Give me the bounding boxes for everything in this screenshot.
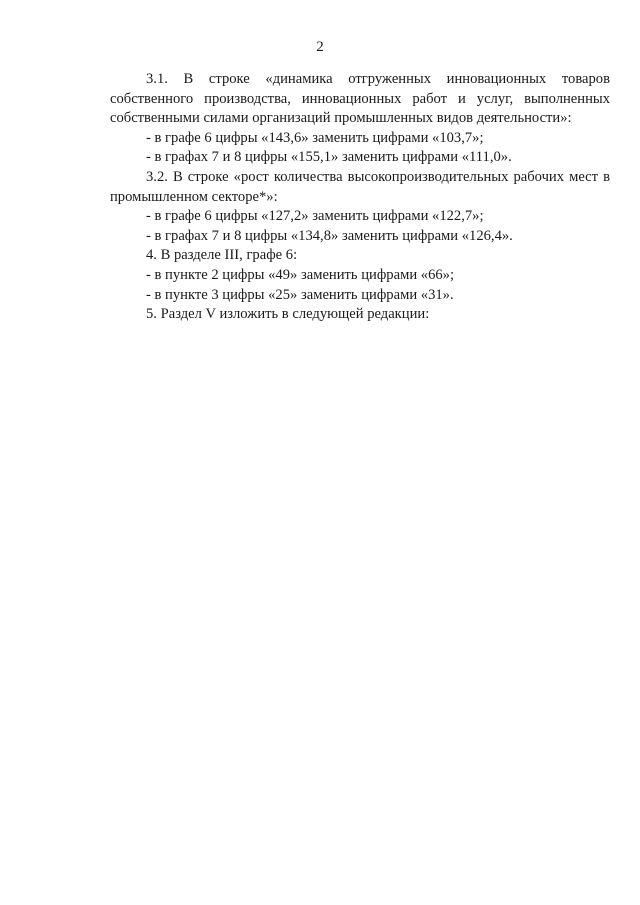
- paragraph-3-1: 3.1. В строке «динамика отгруженных инновационных товаров собственного производства, инновационных работ и услуг, выполненных собственными силами организаций промышленных видов деятельности»:: [110, 71, 610, 127]
- paragraph-4: 4. В разделе III, графе 6:: [146, 247, 298, 264]
- list-item: - в графах 7 и 8 цифры «155,1» заменить цифрами «111,0».: [146, 149, 512, 166]
- list-item: - в пункте 3 цифры «25» заменить цифрами «31».: [146, 286, 454, 303]
- document-body: [110, 70, 610, 325]
- list-item: - в графе 6 цифры «143,6» заменить цифрами «103,7»;: [146, 129, 484, 146]
- list-item: - в пункте 2 цифры «49» заменить цифрами «66»;: [146, 266, 455, 283]
- page-number: 2: [316, 39, 324, 55]
- paragraph-3-2: 3.2. В строке «рост количества высокопроизводительных рабочих мест в промышленном секторе*»:: [110, 168, 610, 205]
- paragraph-5: 5. Раздел V изложить в следующей редакции:: [146, 306, 430, 323]
- list-item: - в графах 7 и 8 цифры «134,8» заменить цифрами «126,4».: [146, 227, 513, 244]
- list-item: - в графе 6 цифры «127,2» заменить цифрами «122,7»;: [146, 208, 484, 225]
